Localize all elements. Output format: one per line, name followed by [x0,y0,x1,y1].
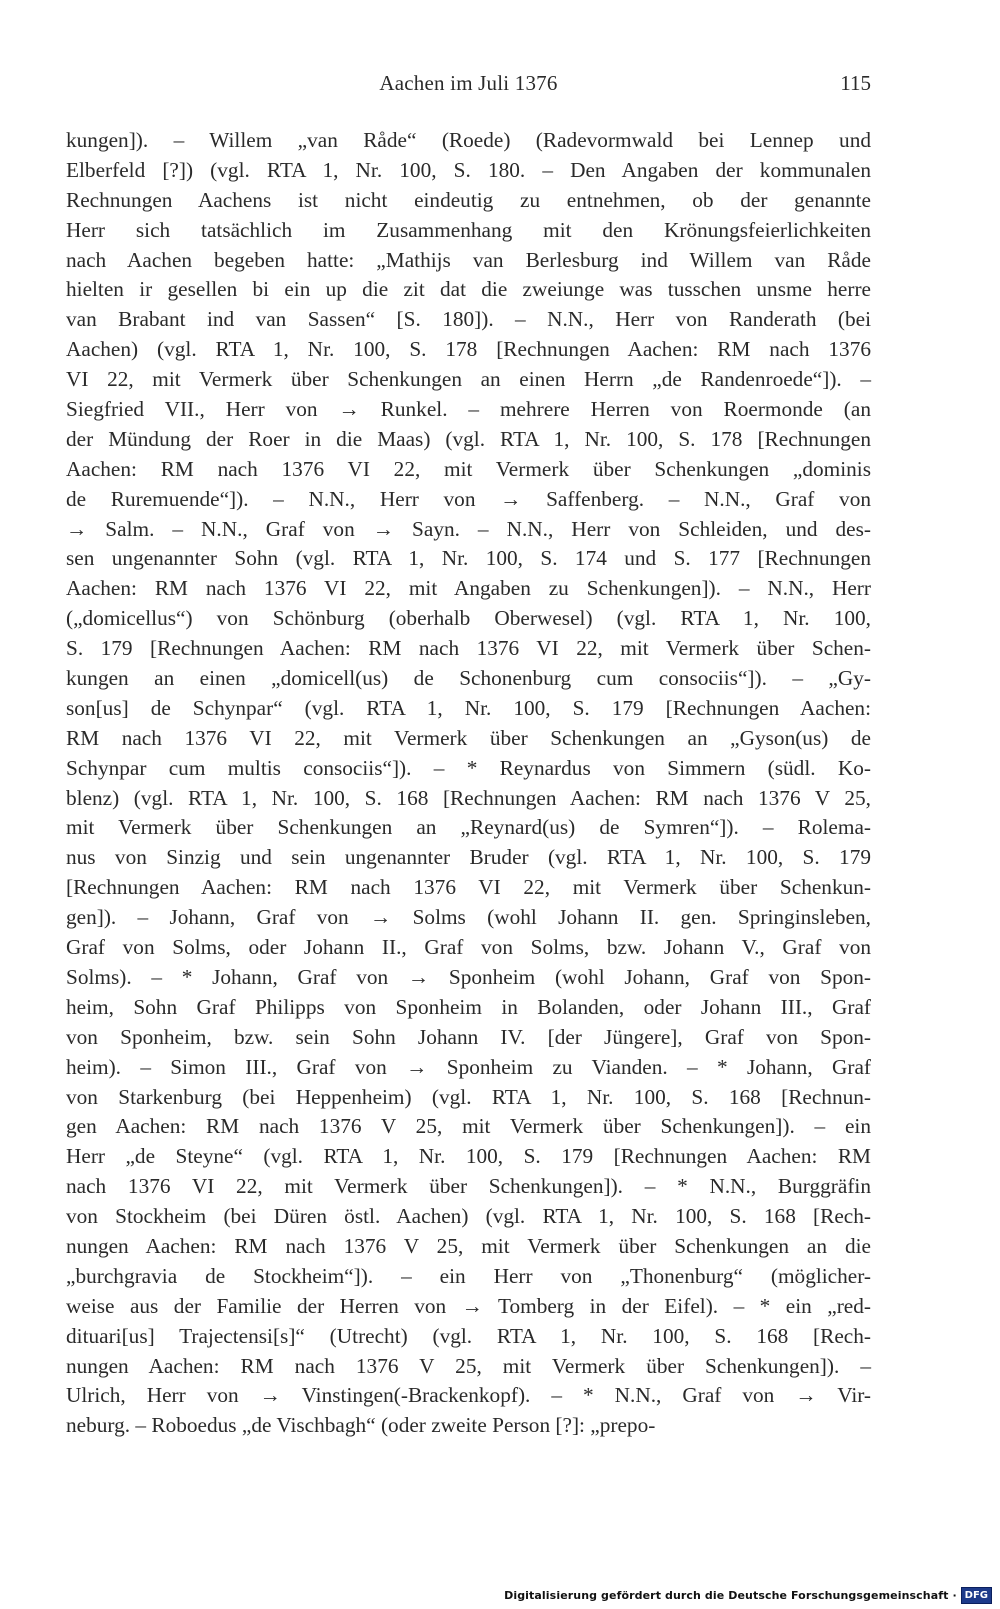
text-line: nach 1376 VI 22, mit Vermerk über Schenkungen]). – * N.N., Burggräfin [66,1174,871,1199]
text-line: VI 22, mit Vermerk über Schenkungen an einen Herrn „de Randenroede“]). – [66,367,871,392]
text-line: nus von Sinzig und sein ungenannter Bruder (vgl. RTA 1, Nr. 100, S. 179 [66,845,871,870]
text-line: Siegfried VII., Herr von → Runkel. – mehrere Herren von Roermonde (an [66,397,871,422]
text-line: Ulrich, Herr von → Vinstingen(-Brackenkopf). – * N.N., Graf von → Vir- [66,1383,871,1408]
page-header [66,66,871,100]
text-line: Herr sich tatsächlich im Zusammenhang mit den Krönungsfeierlichkeiten [66,217,871,242]
text-line: von Starkenburg (bei Heppenheim) (vgl. RTA 1, Nr. 100, S. 168 [Rechnun- [66,1084,871,1109]
text-line: „burchgravia de Stockheim“]). – ein Herr von „Thonenburg“ (möglicher- [66,1263,871,1288]
text-line: Aachen) (vgl. RTA 1, Nr. 100, S. 178 [Rechnungen Aachen: RM nach 1376 [66,337,871,362]
text-line: S. 179 [Rechnungen Aachen: RM nach 1376 VI 22, mit Vermerk über Schen- [66,636,871,661]
text-line: („domicellus“) von Schönburg (oberhalb Oberwesel) (vgl. RTA 1, Nr. 100, [66,606,871,631]
text-line: [Rechnungen Aachen: RM nach 1376 VI 22, mit Vermerk über Schenkun- [66,875,871,900]
text-line: Herr „de Steyne“ (vgl. RTA 1, Nr. 100, S. 179 [Rechnungen Aachen: RM [66,1144,871,1169]
text-line: kungen]). – Willem „van Råde“ (Roede) (Radevormwald bei Lennep und [66,128,871,152]
text-line: gen]). – Johann, Graf von → Solms (wohl Johann II. gen. Springinsleben, [66,905,871,930]
text-line: von Sponheim, bzw. sein Sohn Johann IV. [der Jüngere], Graf von Spon- [66,1024,871,1049]
page-number: 115 [840,71,871,95]
text-line: son[us] de Schynpar“ (vgl. RTA 1, Nr. 100, S. 179 [Rechnungen Aachen: [66,695,871,720]
credit-separator: · [952,1588,957,1602]
text-line: Elberfeld [?]) (vgl. RTA 1, Nr. 100, S. 180. – Den Angaben der kommunalen [66,157,871,182]
text-line: neburg. – Roboedus „de Vischbagh“ (oder zweite Person [?]: „prepo- [66,1413,656,1438]
text-line: → Salm. – N.N., Graf von → Sayn. – N.N., Herr von Schleiden, und des- [66,516,871,541]
text-line: Schynpar cum multis consociis“]). – * Reynardus von Simmern (südl. Ko- [66,755,871,780]
text-line: sen ungenannter Sohn (vgl. RTA 1, Nr. 100, S. 174 und S. 177 [Rechnungen [66,546,871,571]
text-line: von Stockheim (bei Düren östl. Aachen) (vgl. RTA 1, Nr. 100, S. 168 [Rech- [66,1204,871,1229]
text-line: heim, Sohn Graf Philipps von Sponheim in Bolanden, oder Johann III., Graf [66,994,871,1019]
digitization-credit [504,1585,992,1605]
text-line: hielten ir gesellen bi ein up die zit dat die zweiunge was tusschen unsme herre [66,277,871,302]
body-text [66,126,871,1441]
text-line: Aachen: RM nach 1376 VI 22, mit Angaben zu Schenkungen]). – N.N., Herr [66,576,871,601]
text-line: nach Aachen begeben hatte: „Mathijs van Berlesburg ind Willem van Råde [66,247,871,272]
text-line: Rechnungen Aachens ist nicht eindeutig zu entnehmen, ob der genannte [66,187,871,212]
text-line: mit Vermerk über Schenkungen an „Reynard(us) de Symren“]). – Rolema- [66,815,871,840]
running-title: Aachen im Juli 1376 [379,71,558,95]
dfg-logo: DFG [961,1587,992,1604]
text-line: blenz) (vgl. RTA 1, Nr. 100, S. 168 [Rechnungen Aachen: RM nach 1376 V 25, [66,785,871,810]
text-line: Aachen: RM nach 1376 VI 22, mit Vermerk über Schenkungen „dominis [66,456,871,481]
text-line: nungen Aachen: RM nach 1376 V 25, mit Vermerk über Schenkungen an die [66,1233,871,1258]
text-line: kungen an einen „domicell(us) de Schonenburg cum consociis“]). – „Gy- [66,666,871,691]
text-line: de Ruremuende“]). – N.N., Herr von → Saffenberg. – N.N., Graf von [66,486,871,511]
text-line: RM nach 1376 VI 22, mit Vermerk über Schenkungen an „Gyson(us) de [66,725,871,750]
text-line: van Brabant ind van Sassen“ [S. 180]). – N.N., Herr von Randerath (bei [66,307,871,332]
text-line: heim). – Simon III., Graf von → Sponheim zu Vianden. – * Johann, Graf [66,1054,871,1079]
text-line: gen Aachen: RM nach 1376 V 25, mit Vermerk über Schenkungen]). – ein [66,1114,871,1139]
credit-text: Digitalisierung gefördert durch die Deutsche Forschungsgemeinschaft [504,1588,949,1602]
text-line: Graf von Solms, oder Johann II., Graf von Solms, bzw. Johann V., Graf von [66,935,871,960]
text-line: der Mündung der Roer in die Maas) (vgl. RTA 1, Nr. 100, S. 178 [Rechnungen [66,426,871,451]
text-line: dituari[us] Trajectensi[s]“ (Utrecht) (vgl. RTA 1, Nr. 100, S. 168 [Rech- [66,1323,871,1348]
text-line: nungen Aachen: RM nach 1376 V 25, mit Vermerk über Schenkungen]). – [66,1353,871,1378]
text-line: weise aus der Familie der Herren von → Tomberg in der Eifel). – * ein „red- [66,1293,871,1318]
text-line: Solms). – * Johann, Graf von → Sponheim (wohl Johann, Graf von Spon- [66,964,871,989]
